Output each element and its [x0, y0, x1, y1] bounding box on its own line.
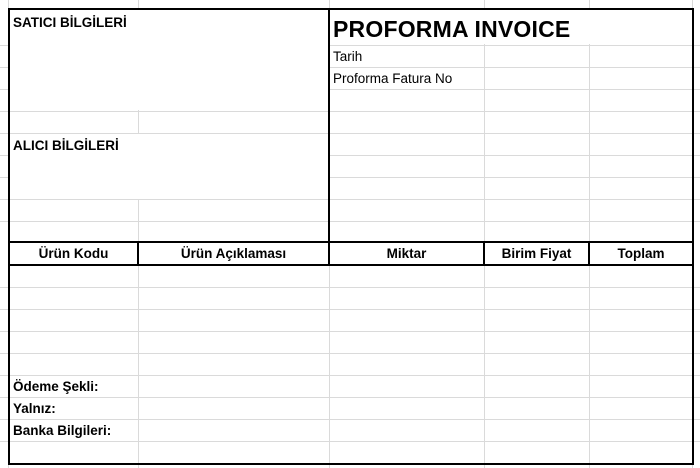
grid-line [0, 221, 700, 222]
column-header-quantity[interactable]: Miktar [386, 246, 427, 261]
grid-line [0, 397, 700, 398]
top-section-divider [328, 8, 330, 242]
grid-line [0, 331, 700, 332]
bank-info-label: Banka Bilgileri: [13, 423, 112, 438]
date-label: Tarih [333, 49, 363, 64]
grid-line [0, 419, 700, 420]
amount-in-words-label: Yalnız: [13, 401, 56, 416]
grid-line [0, 309, 700, 310]
grid-line [0, 111, 700, 112]
grid-line [0, 199, 700, 200]
outer-border-bottom [8, 463, 694, 465]
payment-method-label: Ödeme Şekli: [13, 379, 99, 394]
buyer-info-label: ALICI BİLGİLERİ [13, 138, 119, 153]
column-header-total[interactable]: Toplam [617, 246, 665, 261]
grid-line [0, 353, 700, 354]
seller-info-label: SATICI BİLGİLERİ [13, 15, 127, 30]
column-header-unit-price[interactable]: Birim Fiyat [501, 246, 572, 261]
grid-line [0, 287, 700, 288]
grid-line [0, 375, 700, 376]
column-header-product-code[interactable]: Ürün Kodu [38, 246, 109, 261]
invoice-number-label: Proforma Fatura No [333, 71, 453, 86]
outer-border-left [8, 8, 10, 465]
outer-border-top [8, 8, 694, 10]
invoice-title: PROFORMA INVOICE [333, 16, 571, 42]
grid-line [0, 441, 700, 442]
outer-border-right [692, 8, 694, 465]
column-header-product-description[interactable]: Ürün Açıklaması [180, 246, 287, 261]
